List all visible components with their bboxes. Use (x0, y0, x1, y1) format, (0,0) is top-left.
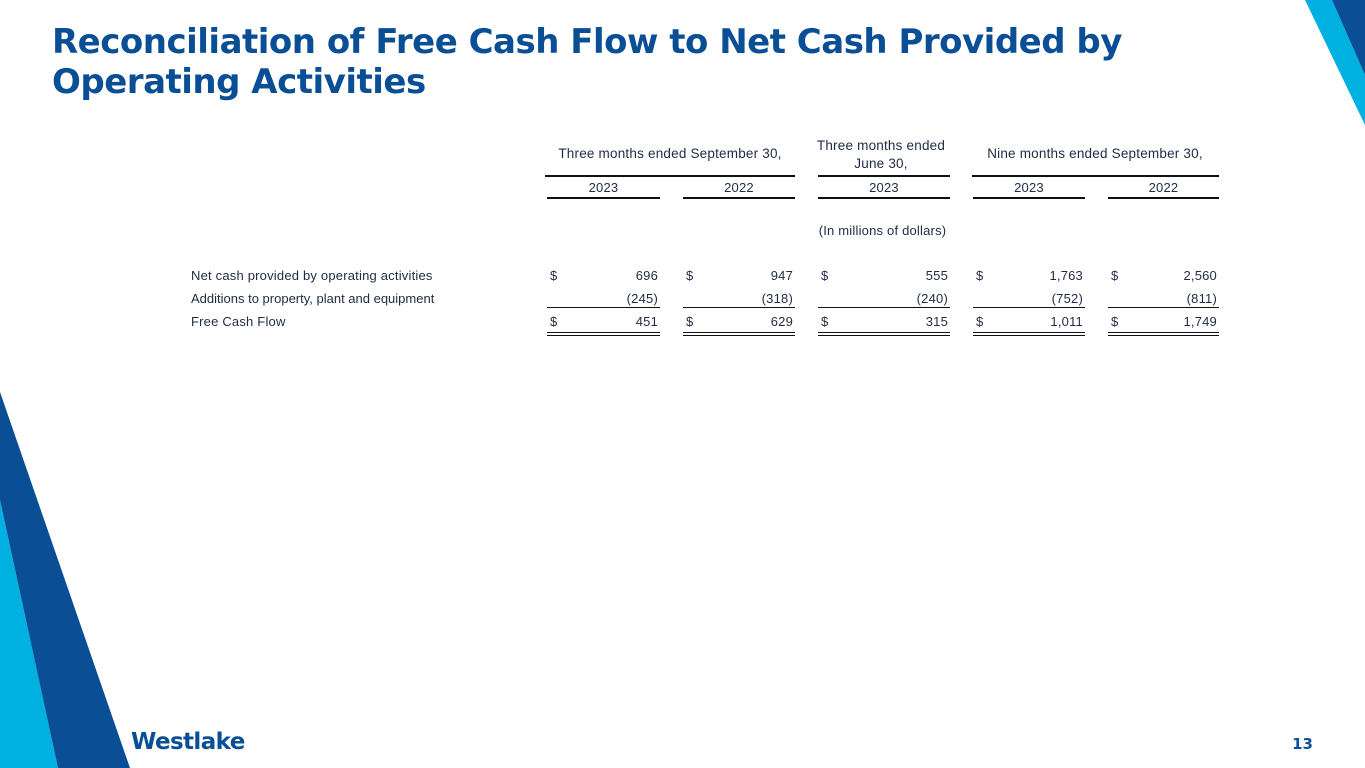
year-rule (973, 197, 1085, 199)
group-header-three-months-sep: Three months ended September 30, (558, 146, 782, 161)
dollar-sign: $ (821, 314, 829, 329)
row-label: Net cash provided by operating activities (191, 268, 433, 283)
cell-value: 629 (770, 314, 793, 329)
total-double-rule (818, 332, 950, 336)
group-header-nine-months-sep: Nine months ended September 30, (987, 146, 1203, 161)
year-header: 2023 (588, 180, 619, 195)
dollar-sign: $ (550, 314, 558, 329)
subtotal-rule (547, 307, 660, 308)
group-rule (818, 175, 950, 177)
dollar-sign: $ (686, 268, 694, 283)
dollar-sign: $ (686, 314, 694, 329)
year-header: 2022 (724, 180, 754, 195)
logo-wordmark: Westlake (131, 729, 245, 755)
row-label: Additions to property, plant and equipment (191, 291, 435, 306)
cell-value: 1,763 (1049, 268, 1083, 283)
cell-value: 555 (925, 268, 948, 283)
cell-value: (318) (761, 291, 793, 306)
cell-value: (240) (916, 291, 948, 306)
row-label: Free Cash Flow (191, 314, 286, 329)
dollar-sign: $ (550, 268, 558, 283)
group-header-three-months-jun-line1: Three months ended (816, 138, 946, 153)
year-header: 2023 (1014, 180, 1044, 195)
cell-value: 947 (770, 268, 793, 283)
cell-value: (245) (626, 291, 658, 306)
total-double-rule (547, 332, 660, 336)
year-rule (547, 197, 660, 199)
dollar-sign: $ (821, 268, 829, 283)
year-header: 2023 (869, 180, 899, 195)
group-rule (972, 175, 1219, 177)
dollar-sign: $ (976, 268, 984, 283)
year-rule (683, 197, 795, 199)
dollar-sign: $ (1111, 268, 1119, 283)
subtotal-rule (683, 307, 795, 308)
group-rule (545, 175, 795, 177)
year-rule (1108, 197, 1219, 199)
subtotal-rule (818, 307, 950, 308)
cell-value: 315 (925, 314, 948, 329)
cell-value: 451 (635, 314, 658, 329)
total-double-rule (683, 332, 795, 336)
westlake-logo (131, 728, 245, 756)
cell-value: 2,560 (1183, 268, 1217, 283)
cell-value: 696 (635, 268, 658, 283)
dollar-sign: $ (1111, 314, 1119, 329)
cell-value: (811) (1186, 291, 1217, 306)
cell-value: 1,749 (1183, 314, 1217, 329)
cell-value: (752) (1051, 291, 1083, 306)
year-header: 2022 (1148, 180, 1179, 195)
total-double-rule (973, 332, 1085, 336)
unit-note: (In millions of dollars) (818, 223, 947, 238)
cell-value: 1,011 (1050, 314, 1083, 329)
page-title: Reconciliation of Free Cash Flow to Net Cash Provided by Operating Activities (52, 22, 1122, 102)
group-header-three-months-jun-line2: June 30, (854, 156, 908, 171)
subtotal-rule (973, 307, 1085, 308)
dollar-sign: $ (976, 314, 984, 329)
subtotal-rule (1108, 307, 1219, 308)
total-double-rule (1108, 332, 1219, 336)
year-rule (818, 197, 950, 199)
page-number: 13 (1292, 735, 1313, 753)
